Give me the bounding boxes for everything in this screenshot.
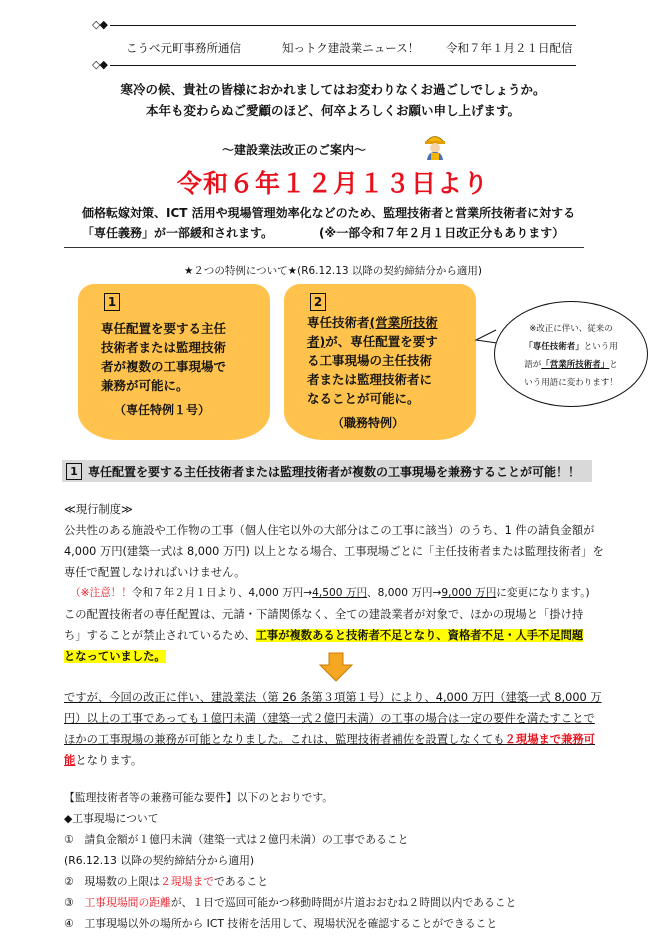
card-2-line: る工事現場の主任技術: [307, 353, 433, 368]
amendment-note: （※注意！！令和７年２月１日より、4,000 万円→4,500 万円、8,000 万円→9,000 万円に変更になります。): [70, 587, 590, 599]
card-2-line: 者)が、専任配置を要す: [307, 334, 438, 349]
issue-date: 令和７年１月２１日配信: [446, 41, 573, 55]
section-1-heading: [62, 460, 592, 482]
current-line: この配置技術者の専任配置は、元請・下請関係なく、全ての建設業者が対象で、ほかの現場と「掛け持: [64, 608, 584, 621]
bubble-line: ※改正に伴い、従来の: [529, 324, 613, 334]
card-1-line: 者が複数の工事現場で: [101, 359, 227, 374]
greeting-line-2: 本年も変わらぬご愛顧のほど、何卒よろしくお願い申し上げます。: [145, 103, 520, 118]
intro-relaxation: 「専任義務」が一部緩和されます。: [82, 226, 274, 240]
section-1-number: 1: [66, 463, 82, 480]
section-1-title: 専任配置を要する主任技術者または監理技術者が複数の工事現場を兼務することが可能！！: [88, 465, 581, 479]
current-line: [64, 648, 166, 664]
card-2-number: 2: [310, 293, 326, 311]
card-2-line: 専任技術者(営業所技術: [307, 315, 438, 330]
worker-helmet-icon: [422, 130, 448, 160]
bubble-line: 「専任技術者」という用: [524, 342, 618, 352]
down-arrow-icon: [318, 652, 354, 682]
reform-line: ですが、今回の改正に伴い、建設業法（第 26 条第３項第１号）により、4,000 万円（建築一式 8,000 万: [64, 691, 602, 704]
card-2-footer: （職務特例）: [332, 416, 405, 430]
card-1-line: 兼務が可能に。: [101, 378, 189, 393]
requirement-item-4: ④ 工事現場以外の場所から ICT 技術を活用して、現場状況を確認することができること: [64, 917, 498, 930]
subtitle: ～建設業法改正のご案内～: [222, 143, 367, 157]
two-sites-emphasis: ２現場まで兼務可: [504, 733, 595, 746]
office-name: こうべ元町事務所通信: [126, 41, 241, 55]
problem-highlight: 工事が複数あると技術者不足となり、資格者不足・人手不足問題: [255, 629, 584, 642]
special-card-2: [284, 284, 476, 440]
current-line: 公共性のある施設や工作物の工事（個人住宅以外の大部分はこの工事に該当）のうち、1 件の請負金額が: [64, 524, 595, 537]
requirement-item-3: ③ 工事現場間の距離が、１日で巡回可能かつ移動時間が片道おおむね２時間以内であること: [64, 896, 517, 909]
requirement-item-2: ② 現場数の上限は２現場までであること: [64, 875, 269, 888]
requirements-heading: 【監理技術者等の兼務可能な要件】以下のとおりです。: [64, 791, 334, 804]
header-diamonds-top: ◇◆: [92, 18, 107, 31]
intro-line-1: 価格転嫁対策、ICT 活用や現場管理効率化などのため、監理技術者と営業所技術者に対する: [82, 206, 576, 220]
card-1-number: 1: [104, 293, 120, 311]
card-1-line: 技術者または監理技術: [101, 340, 227, 355]
requirements-subheading: ◆工事現場について: [64, 812, 159, 825]
intro-line-2: [82, 224, 564, 241]
bubble-line: 語が「営業所技術者」と: [524, 360, 618, 370]
header-diamonds-bottom: ◇◆: [92, 58, 107, 71]
intro-note: (※一部令和７年２月１日改正分もあります）: [319, 226, 565, 240]
card-2-line: 者または監理技術者に: [307, 372, 433, 387]
greeting-line-1: 寒冷の候、貴社の皆様におかれましてはお変わりなくお過ごしでしょうか。: [120, 82, 546, 97]
current-line: 4,000 万円(建築一式は 8,000 万円) 以上となる場合、工事現場ごとに「主任技術者または監理技術者」を: [64, 545, 604, 558]
card-1-line: 専任配置を要する主任: [101, 321, 227, 336]
reform-line: ほかの工事現場の兼務が可能となりました。これは、監理技術者補佐を設置しなくても２現場まで兼務可: [64, 733, 595, 746]
intro-separator: [64, 247, 584, 248]
current-system-heading: ≪現行制度≫: [64, 503, 133, 516]
header-bottom-rule: [110, 65, 576, 66]
requirement-item-1-note: (R6.12.13 以降の契約締結分から適用): [64, 854, 255, 867]
card-1-footer: （専任特例１号）: [114, 403, 211, 417]
reform-line: 能となります。: [64, 754, 143, 767]
current-line: 専任で配置しなければいけません。: [64, 566, 246, 579]
reform-line: 円）以上の工事であっても１億円未満（建築一式２億円未満）の工事の場合は一定の要件を満たすことで: [64, 712, 595, 725]
effective-date-headline: 令和６年１２月１３日より: [176, 169, 489, 198]
card-2-line: なることが可能に。: [307, 391, 420, 406]
newsletter-name: 知っトク建設業ニュース！: [282, 41, 420, 55]
business-office-technician-term: (営業所技術: [369, 315, 438, 330]
terminology-note-bubble: [494, 301, 648, 407]
header-top-rule: [110, 25, 576, 26]
bubble-line: いう用語に変わります！: [524, 378, 618, 388]
requirement-item-1: ① 請負金額が１億円未満（建築一式は２億円未満）の工事であること: [64, 833, 409, 846]
problem-highlight: となっていました。: [64, 650, 166, 663]
specials-title: ★２つの特例について★(R6.12.13 以降の契約締結分から適用): [183, 265, 483, 277]
special-card-1: [78, 284, 270, 440]
current-line: ち」することが禁止されているため、工事が複数あると技術者不足となり、資格者不足・人手不足問題: [64, 629, 584, 642]
